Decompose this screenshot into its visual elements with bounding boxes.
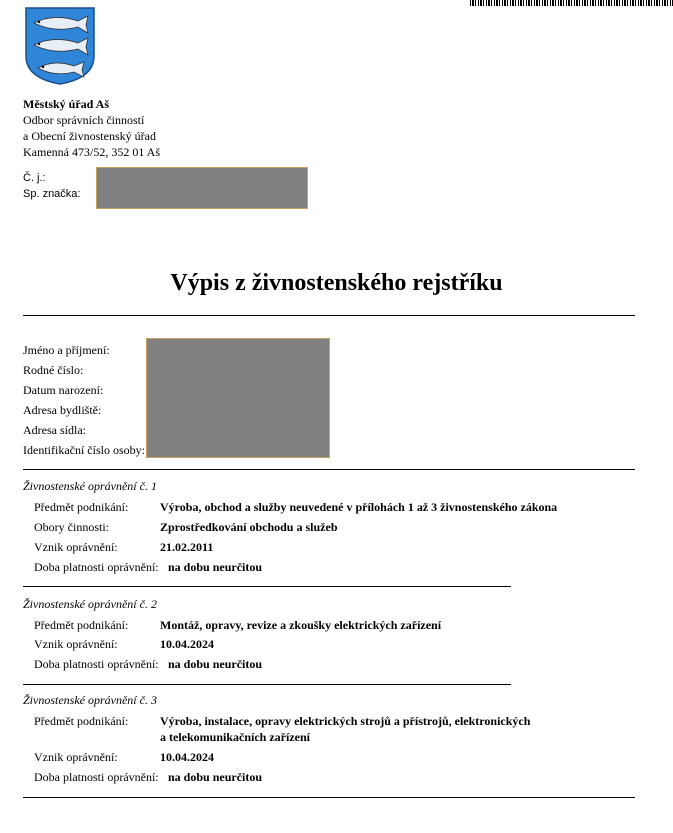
office-address: Kamenná 473/52, 352 01 Aš <box>23 145 160 159</box>
validity-label: Doba platnosti oprávnění: <box>34 560 159 574</box>
origin-value: 10.04.2024 <box>160 750 214 764</box>
redacted-personal-data <box>146 338 330 458</box>
subject-label: Předmět podnikání: <box>34 500 129 514</box>
fields-value: Zprostředkování obchodu a služeb <box>160 520 338 534</box>
divider <box>23 684 511 685</box>
office-dept-line2: a Obecní živnostenský úřad <box>23 129 156 143</box>
id-label: Identifikační číslo osoby: <box>23 443 145 457</box>
subject-value: Montáž, opravy, revize a zkoušky elektrických zařízení <box>160 618 442 632</box>
validity-value: na dobu neurčitou <box>168 560 263 574</box>
origin-label: Vznik oprávnění: <box>34 637 118 651</box>
subject-label: Předmět podnikání: <box>34 714 129 728</box>
coat-of-arms-icon <box>24 6 96 86</box>
page-title: Výpis z živnostenského rejstříku <box>170 270 503 296</box>
office-address-block <box>23 96 160 160</box>
birth-number-label: Rodné číslo: <box>23 363 84 377</box>
office-name: Městský úřad Aš <box>23 97 110 111</box>
fields-label: Obory činnosti: <box>34 520 109 534</box>
subject-value-line1: Výroba, instalace, opravy elektrických strojů a přístrojů, elektronických <box>160 714 531 728</box>
divider <box>23 586 511 587</box>
subject-label: Předmět podnikání: <box>34 618 129 632</box>
divider <box>23 315 635 316</box>
divider <box>23 797 635 798</box>
licence-heading: Živnostenské oprávnění č. 2 <box>23 597 157 611</box>
office-dept-line1: Odbor správních činností <box>23 113 145 127</box>
seat-label: Adresa sídla: <box>23 423 86 437</box>
subject-value: Výroba, obchod a služby neuvedené v přílohách 1 až 3 živnostenského zákona <box>160 500 558 514</box>
residence-label: Adresa bydliště: <box>23 403 102 417</box>
validity-label: Doba platnosti oprávnění: <box>34 770 159 784</box>
birth-date-label: Datum narození: <box>23 383 104 397</box>
licence-heading: Živnostenské oprávnění č. 1 <box>23 479 157 493</box>
divider <box>23 469 635 470</box>
validity-value: na dobu neurčitou <box>168 770 263 784</box>
subject-value-line2: a telekomunikačních zařízení <box>160 730 310 744</box>
sp-label: Sp. značka: <box>23 188 81 200</box>
origin-value: 21.02.2011 <box>160 540 214 554</box>
name-label: Jméno a příjmení: <box>23 343 110 357</box>
origin-label: Vznik oprávnění: <box>34 540 118 554</box>
redacted-reference <box>96 167 308 209</box>
licence-heading: Živnostenské oprávnění č. 3 <box>23 693 157 707</box>
origin-label: Vznik oprávnění: <box>34 750 118 764</box>
validity-label: Doba platnosti oprávnění: <box>34 657 159 671</box>
cj-label: Č. j.: <box>23 172 46 184</box>
origin-value: 10.04.2024 <box>160 637 214 651</box>
barcode <box>470 0 673 6</box>
validity-value: na dobu neurčitou <box>168 657 263 671</box>
